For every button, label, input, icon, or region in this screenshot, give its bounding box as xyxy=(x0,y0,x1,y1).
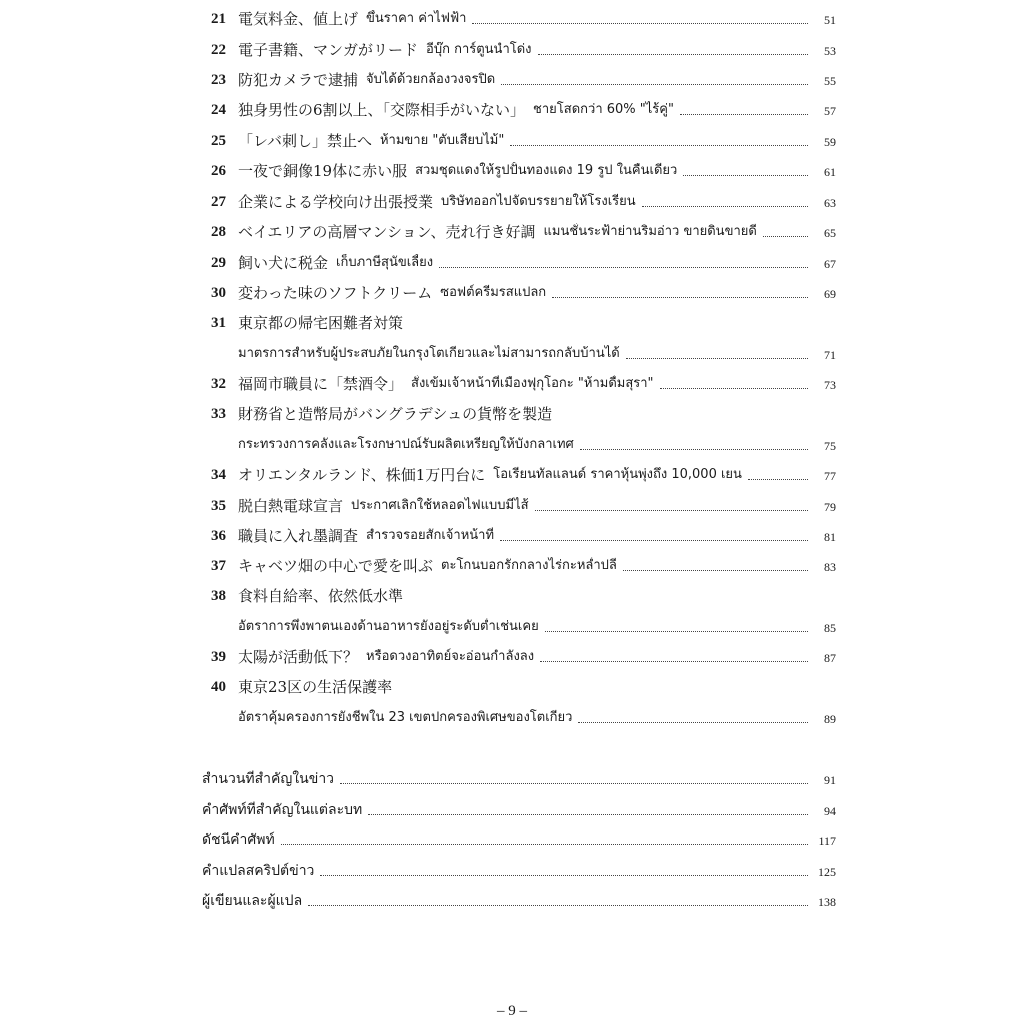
japanese-headline: 食料自給率、依然低水準 xyxy=(238,587,404,605)
toc-entry xyxy=(0,67,1024,93)
entry-page-number: 89 xyxy=(824,712,836,726)
entry-number: 39 xyxy=(211,649,226,665)
toc-entry xyxy=(0,583,1024,609)
dot-leader xyxy=(535,510,808,511)
dot-leader xyxy=(623,570,808,571)
toc-entry xyxy=(0,310,1024,336)
japanese-headline: 電気料金、値上げ xyxy=(238,10,359,28)
entry-body xyxy=(238,375,812,393)
appendix-body xyxy=(202,892,812,910)
japanese-headline: 脱白熱電球宣言 xyxy=(238,497,344,515)
dot-leader xyxy=(626,358,808,359)
japanese-headline: 一夜で銅像19体に赤い服 xyxy=(238,162,408,180)
entry-page-number: 57 xyxy=(824,104,836,118)
toc-entry-continuation xyxy=(0,705,1024,731)
dot-leader xyxy=(680,114,808,115)
entry-body xyxy=(238,405,812,423)
japanese-headline: 「レバ刺し」禁止へ xyxy=(238,132,372,150)
entry-page-number: 63 xyxy=(824,196,836,210)
thai-headline: ประกาศเลิกใช้หลอดไฟแบบมีไส้ xyxy=(351,498,529,513)
entry-number: 40 xyxy=(211,679,226,695)
appendix-body xyxy=(202,770,812,788)
entry-number: 23 xyxy=(211,72,226,88)
page-number-footer: – 9 – xyxy=(497,1003,527,1019)
entry-page-number: 71 xyxy=(824,348,836,362)
japanese-headline: 東京23区の生活保護率 xyxy=(238,678,393,696)
thai-headline: สั่งเข้มเจ้าหน้าที่เมืองฟุกุโอกะ "ห้ามดื่มสุรา" xyxy=(411,376,654,391)
entry-number: 27 xyxy=(211,194,226,210)
appendix-entry xyxy=(0,888,1024,914)
dot-leader xyxy=(501,84,808,85)
entry-body xyxy=(238,497,812,515)
entry-page-number: 55 xyxy=(824,74,836,88)
entry-body xyxy=(238,436,812,454)
appendix-entry xyxy=(0,827,1024,853)
thai-headline: จับได้ด้วยกล้องวงจรปิด xyxy=(366,72,496,87)
dot-leader xyxy=(538,54,808,55)
entry-number: 34 xyxy=(211,467,226,483)
entry-number: 26 xyxy=(211,163,226,179)
toc-entry xyxy=(0,371,1024,397)
appendix-body xyxy=(202,862,812,880)
entry-body xyxy=(238,678,812,696)
entry-number: 21 xyxy=(211,11,226,27)
appendix-page-number: 117 xyxy=(818,834,836,848)
entry-number: 30 xyxy=(211,285,226,301)
entry-body xyxy=(238,345,812,363)
entry-number: 31 xyxy=(211,315,226,331)
entry-page-number: 75 xyxy=(824,439,836,453)
toc-entry xyxy=(0,158,1024,184)
entry-body xyxy=(238,193,812,211)
entry-body xyxy=(238,587,812,605)
japanese-headline: ベイエリアの高層マンション、売れ行き好調 xyxy=(238,223,536,241)
entry-page-number: 59 xyxy=(824,135,836,149)
entry-body xyxy=(238,223,812,241)
toc-entry xyxy=(0,97,1024,123)
entry-number: 28 xyxy=(211,224,226,240)
toc-entry-continuation xyxy=(0,341,1024,367)
dot-leader xyxy=(540,661,808,662)
entry-page-number: 73 xyxy=(824,378,836,392)
thai-headline: ตะโกนบอกรักกลางไร่กะหล่ำปลี xyxy=(441,558,617,573)
entry-body xyxy=(238,284,812,302)
entry-page-number: 51 xyxy=(824,13,836,27)
toc-entry xyxy=(0,553,1024,579)
japanese-headline: キャベツ畑の中心で愛を叫ぶ xyxy=(238,557,434,575)
toc-entry-continuation xyxy=(0,614,1024,640)
toc-entry xyxy=(0,523,1024,549)
entry-body xyxy=(238,709,812,727)
appendix-title: ดัชนีคำศัพท์ xyxy=(202,832,275,848)
japanese-headline: 職員に入れ墨調査 xyxy=(238,527,359,545)
entry-number: 36 xyxy=(211,528,226,544)
entry-page-number: 69 xyxy=(824,287,836,301)
toc-entry xyxy=(0,219,1024,245)
entry-body xyxy=(238,618,812,636)
thai-headline: ขึ้นราคา ค่าไฟฟ้า xyxy=(366,11,467,26)
toc-entry xyxy=(0,128,1024,154)
entry-page-number: 87 xyxy=(824,651,836,665)
japanese-headline: 変わった味のソフトクリーム xyxy=(238,284,433,302)
thai-headline: ซอฟต์ครีมรสแปลก xyxy=(440,285,547,300)
dot-leader xyxy=(368,814,808,815)
dot-leader xyxy=(660,388,808,389)
japanese-headline: 防犯カメラで逮捕 xyxy=(238,71,359,89)
dot-leader xyxy=(281,844,808,845)
dot-leader xyxy=(578,722,808,723)
appendix-title: ผู้เขียนและผู้แปล xyxy=(202,893,303,909)
entry-body xyxy=(238,162,812,180)
appendix-page-number: 125 xyxy=(818,865,836,879)
appendix-page-number: 94 xyxy=(824,804,836,818)
entry-page-number: 79 xyxy=(824,500,836,514)
appendix-body xyxy=(202,831,812,849)
thai-headline: กระทรวงการคลังและโรงกษาปณ์รับผลิตเหรียญให้บังกลาเทศ xyxy=(238,437,574,452)
thai-headline: โอเรียนทัลแลนด์ ราคาหุ้นพุ่งถึง 10,000 เยน xyxy=(493,467,742,482)
entry-page-number: 85 xyxy=(824,621,836,635)
appendix-page-number: 138 xyxy=(818,895,836,909)
dot-leader xyxy=(763,236,808,237)
entry-body xyxy=(238,557,812,575)
entry-body xyxy=(238,527,812,545)
japanese-headline: 東京都の帰宅困難者対策 xyxy=(238,314,404,332)
japanese-headline: 飼い犬に税金 xyxy=(238,254,329,272)
entry-number: 22 xyxy=(211,42,226,58)
entry-page-number: 77 xyxy=(824,469,836,483)
entry-page-number: 65 xyxy=(824,226,836,240)
dot-leader xyxy=(439,267,808,268)
entry-page-number: 53 xyxy=(824,44,836,58)
appendix-entry xyxy=(0,858,1024,884)
thai-headline: มาตรการสำหรับผู้ประสบภัยในกรุงโตเกียวและไม่สามารถกลับบ้านได้ xyxy=(238,346,620,361)
dot-leader xyxy=(500,540,808,541)
dot-leader xyxy=(320,875,808,876)
thai-headline: แมนชั่นระฟ้าย่านริมอ่าว ขายดินขายดี xyxy=(543,224,757,239)
japanese-headline: 企業による学校向け出張授業 xyxy=(238,193,434,211)
entry-body xyxy=(238,466,812,484)
entry-body xyxy=(238,314,812,332)
entry-number: 29 xyxy=(211,255,226,271)
toc-entry xyxy=(0,250,1024,276)
dot-leader xyxy=(642,206,808,207)
dot-leader xyxy=(552,297,808,298)
entry-body xyxy=(238,41,812,59)
entry-number: 24 xyxy=(211,102,226,118)
entry-page-number: 83 xyxy=(824,560,836,574)
japanese-headline: 電子書籍、マンガがリード xyxy=(238,41,419,59)
thai-headline: เก็บภาษีสุนัขเลี้ยง xyxy=(336,255,434,270)
dot-leader xyxy=(748,479,808,480)
toc-entry xyxy=(0,462,1024,488)
entry-page-number: 81 xyxy=(824,530,836,544)
dot-leader xyxy=(683,175,808,176)
dot-leader xyxy=(510,145,808,146)
japanese-headline: 太陽が活動低下？ xyxy=(238,648,359,666)
appendix-title: คำแปลสคริปต์ข่าว xyxy=(202,863,315,879)
entry-body xyxy=(238,71,812,89)
appendix-body xyxy=(202,801,812,819)
entry-page-number: 67 xyxy=(824,257,836,271)
entry-page-number: 61 xyxy=(824,165,836,179)
entry-number: 35 xyxy=(211,498,226,514)
entry-body xyxy=(238,132,812,150)
dot-leader xyxy=(308,905,808,906)
entry-number: 33 xyxy=(211,406,226,422)
japanese-headline: 福岡市職員に「禁酒令」 xyxy=(238,375,404,393)
dot-leader xyxy=(340,783,808,784)
entry-number: 32 xyxy=(211,376,226,392)
toc-entry xyxy=(0,280,1024,306)
toc-entry xyxy=(0,37,1024,63)
toc-entry xyxy=(0,189,1024,215)
thai-headline: หรือดวงอาทิตย์จะอ่อนกำลังลง xyxy=(366,649,535,664)
toc-entry xyxy=(0,493,1024,519)
japanese-headline: 財務省と造幣局がバングラデシュの貨幣を製造 xyxy=(238,405,553,423)
thai-headline: สวมชุดแดงให้รูปปั้นทองแดง 19 รูป ในคืนเดียว xyxy=(415,163,678,178)
entry-number: 37 xyxy=(211,558,226,574)
entry-number: 38 xyxy=(211,588,226,604)
appendix-page-number: 91 xyxy=(824,773,836,787)
dot-leader xyxy=(580,449,808,450)
entry-body xyxy=(238,10,812,28)
japanese-headline: 独身男性の6割以上、「交際相手がいない」 xyxy=(238,101,526,119)
thai-headline: ชายโสดกว่า 60% "ไร้คู่" xyxy=(533,102,674,117)
entry-body xyxy=(238,648,812,666)
japanese-headline: オリエンタルランド、株価1万円台に xyxy=(238,466,486,484)
appendix-entry xyxy=(0,797,1024,823)
entry-body xyxy=(238,254,812,272)
dot-leader xyxy=(545,631,808,632)
toc-entry xyxy=(0,401,1024,427)
thai-headline: ห้ามขาย "ตับเสียบไม้" xyxy=(379,133,505,148)
entry-body xyxy=(238,101,812,119)
thai-headline: สำรวจรอยสักเจ้าหน้าที่ xyxy=(366,528,495,543)
thai-headline: บริษัทออกไปจัดบรรยายให้โรงเรียน xyxy=(441,194,636,209)
thai-headline: อัตราคุ้มครองการยังชีพใน 23 เขตปกครองพิเศษของโตเกียว xyxy=(238,710,573,725)
thai-headline: อีบุ๊ก การ์ตูนนำโด่ง xyxy=(426,42,532,57)
appendix-title: สำนวนที่สำคัญในข่าว xyxy=(202,771,335,787)
thai-headline: อัตราการพึ่งพาตนเองด้านอาหารยังอยู่ระดับต่ำเช่นเคย xyxy=(238,619,539,634)
entry-number: 25 xyxy=(211,133,226,149)
toc-entry xyxy=(0,674,1024,700)
appendix-entry xyxy=(0,766,1024,792)
appendix-title: คำศัพท์ที่สำคัญในแต่ละบท xyxy=(202,802,363,818)
toc-entry-continuation xyxy=(0,432,1024,458)
toc-entry xyxy=(0,644,1024,670)
toc-entry xyxy=(0,6,1024,32)
dot-leader xyxy=(472,23,808,24)
